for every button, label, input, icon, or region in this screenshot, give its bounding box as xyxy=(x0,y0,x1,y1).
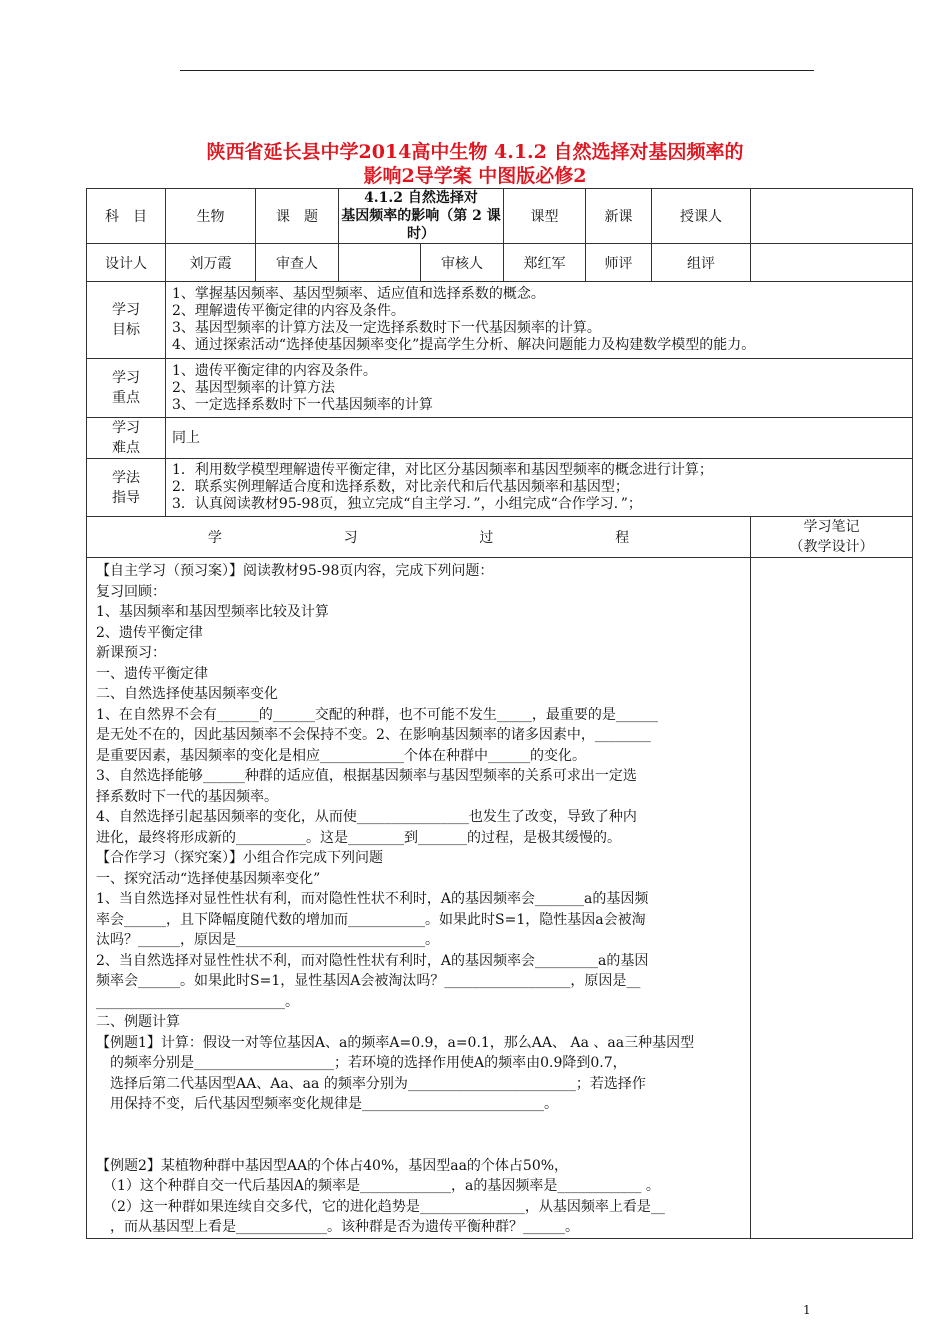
notes-column xyxy=(751,558,913,1239)
method-label-line1: 学法 xyxy=(112,469,140,486)
content-line: （2）这一种群如果连续自交多代，它的进化趋势是_______________，从基因频率上看是__ xyxy=(96,1198,665,1215)
goal-item: 4、通过探索活动“选择使基因频率变化”提高学生分析、解决问题能力及构建数学模型的能力。 xyxy=(172,337,756,353)
header-rule xyxy=(180,70,814,71)
comment-label: 师评 xyxy=(586,244,652,282)
lesson-plan-table xyxy=(86,188,913,1239)
keypoints-text xyxy=(166,359,913,418)
reviewer-label: 审查人 xyxy=(256,244,339,282)
method-text xyxy=(166,459,913,517)
goal-item: 1、掌握基因频率、基因型频率、适应值和选择系数的概念。 xyxy=(172,286,545,302)
study-content xyxy=(87,558,751,1239)
content-line: 2、当自然选择对显性性状不利，而对隐性性状有利时，A的基因频率会_________a的基因 xyxy=(96,952,649,969)
difficulties-text: 同上 xyxy=(166,418,913,459)
goals-row xyxy=(87,282,913,359)
designer-label: 设计人 xyxy=(87,244,166,282)
content-line: 新课预习： xyxy=(96,645,166,661)
type-value: 新课 xyxy=(586,189,652,244)
content-line: 进化，最终将形成新的__________。这是________到_______的过程，是极其缓慢的。 xyxy=(96,829,621,846)
content-line: 2、遗传平衡定律 xyxy=(96,624,203,641)
keypoint-item: 1、遗传平衡定律的内容及条件。 xyxy=(172,362,377,379)
process-header-row xyxy=(87,517,913,558)
goals-text xyxy=(166,282,913,359)
content-line: 一、探究活动“选择使基因频率变化” xyxy=(96,870,321,887)
content-line: （1）这个种群自交一代后基因A的频率是_____________，a的基因频率是____________ 。 xyxy=(96,1178,660,1194)
content-line: 二、自然选择使基因频率变化 xyxy=(96,686,278,702)
content-line: 1、在自然界不会有______的______交配的种群，也不可能不发生_____，最重要的是______ xyxy=(96,706,658,723)
content-line: 择系数时下一代的基因频率。 xyxy=(96,788,278,805)
method-item: 2．联系实例理解适合度和选择系数，对比亲代和后代基因频率和基因型； xyxy=(172,479,629,495)
doc-title-line2: 影响2导学案 中图版必修2 xyxy=(363,165,587,187)
content-line xyxy=(96,1115,744,1136)
content-line: 3、自然选择能够______种群的适应值，根据基因频率与基因型频率的关系可求出一定选 xyxy=(96,768,637,784)
content-line: 率会______，且下降幅度随代数的增加而___________。如果此时S=1，隐性基因a会被淘 xyxy=(96,911,646,928)
goal-item: 3、基因型频率的计算方法及一定选择系数时下一代基因频率的计算。 xyxy=(172,320,601,336)
lesson-label: 课 题 xyxy=(256,189,339,244)
content-line: 【例题2】某植物种群中基因型AA的个体占40%，基因型aa的个体占50%， xyxy=(96,1157,569,1174)
doc-title-line1: 陕西省延长县中学2014高中生物 4.1.2 自然选择对基因频率的 xyxy=(206,141,744,163)
content-line: 汰吗？______，原因是___________________________。 xyxy=(96,932,439,948)
process-char: 过 xyxy=(479,530,494,546)
content-line: 用保持不变，后代基因型频率变化规律是__________________________。 xyxy=(96,1096,558,1112)
notes-heading xyxy=(751,517,913,558)
process-char: 程 xyxy=(615,530,630,546)
difficulties-label-line2: 难点 xyxy=(112,440,140,456)
method-item: 3．认真阅读教材95-98页，独立完成“自主学习．”，小组完成“合作学习．”； xyxy=(172,496,642,512)
method-item: 1．利用数学模型理解遗传平衡定律，对比区分基因频率和基因型频率的概念进行计算； xyxy=(172,462,713,478)
content-line: 【自主学习（预习案）】阅读教材95-98页内容，完成下列问题： xyxy=(96,563,494,579)
keypoints-label-line2: 重点 xyxy=(112,390,140,406)
content-line: 一、遗传平衡定律 xyxy=(96,665,208,682)
content-line: 选择后第二代基因型AA、Aa、aa 的频率分别为________________________；若选择作 xyxy=(96,1075,646,1092)
notes-heading-line1: 学习笔记 xyxy=(803,519,860,535)
designer-value: 刘万霞 xyxy=(166,244,256,282)
lesson-title xyxy=(339,189,504,244)
page-number: 1 xyxy=(803,1303,811,1317)
content-line: 1、当自然选择对显性性状有利，而对隐性性状不利时，A的基因频率会_______a的基因频 xyxy=(96,891,649,907)
subject-value: 生物 xyxy=(166,189,256,244)
header-row-1 xyxy=(87,189,913,244)
goals-label-line2: 目标 xyxy=(112,322,140,338)
checker-label: 审核人 xyxy=(421,244,504,282)
keypoint-item: 3、一定选择系数时下一代基因频率的计算 xyxy=(172,396,433,413)
goals-label xyxy=(87,282,166,359)
subject-label: 科 目 xyxy=(87,189,166,244)
content-line: 复习回顾： xyxy=(96,583,166,600)
goals-label-line1: 学习 xyxy=(112,302,140,318)
notes-heading-line2: （教学设计） xyxy=(789,539,874,555)
goal-item: 2、理解遗传平衡定律的内容及条件。 xyxy=(172,303,405,319)
method-label xyxy=(87,459,166,517)
content-line: 是无处不在的，因此基因频率不会保持不变。2、在影响基因频率的诸多因素中，________ xyxy=(96,727,651,743)
difficulties-label xyxy=(87,418,166,459)
content-line: ，而从基因型上看是_____________。该种群是否为遗传平衡种群？______。 xyxy=(96,1219,579,1235)
content-line xyxy=(96,1135,744,1156)
lesson-title-line2: 基因频率的影响（第 2 课时） xyxy=(341,208,501,242)
content-line: 是重要因素，基因频率的变化是相应____________个体在种群中______的变化。 xyxy=(96,747,586,764)
keypoint-item: 2、基因型频率的计算方法 xyxy=(172,379,335,396)
method-row xyxy=(87,459,913,517)
process-char: 习 xyxy=(343,530,358,546)
header-row-2 xyxy=(87,244,913,282)
difficulties-row xyxy=(87,418,913,459)
content-line: ___________________________。 xyxy=(96,993,299,1010)
teacher-label: 授课人 xyxy=(652,189,751,244)
keypoints-row xyxy=(87,359,913,418)
content-line: 频率会______。如果此时S=1，显性基因A会被淘汰吗？__________________，原因是__ xyxy=(96,973,641,989)
teacher-value xyxy=(751,189,913,244)
group-value xyxy=(751,244,913,282)
content-row xyxy=(87,558,913,1239)
process-char: 学 xyxy=(207,530,222,546)
lesson-title-line1: 4.1.2 自然选择对 xyxy=(364,190,478,206)
content-line: 二、例题计算 xyxy=(96,1014,180,1030)
content-line: 【例题1】计算：假设一对等位基因A、a的频率A=0.9，a=0.1，那么AA、 Aa 、aa三种基因型 xyxy=(96,1034,695,1051)
difficulties-label-line1: 学习 xyxy=(112,420,140,436)
content-line: 的频率分别是____________________；若环境的选择作用使A的频率由0.9降到0.7， xyxy=(96,1055,627,1071)
checker-value: 郑红军 xyxy=(504,244,586,282)
content-line: 4、自然选择引起基因频率的变化，从而使________________也发生了改变，导致了种内 xyxy=(96,809,637,825)
group-label: 组评 xyxy=(652,244,751,282)
method-label-line2: 指导 xyxy=(112,489,140,506)
content-line: 1、基因频率和基因型频率比较及计算 xyxy=(96,604,329,620)
process-heading xyxy=(87,517,751,558)
keypoints-label-line1: 学习 xyxy=(112,370,140,386)
content-line: 【合作学习（探究案）】小组合作完成下列问题 xyxy=(96,850,383,866)
keypoints-label xyxy=(87,359,166,418)
reviewer-value xyxy=(339,244,421,282)
type-label: 课型 xyxy=(504,189,586,244)
